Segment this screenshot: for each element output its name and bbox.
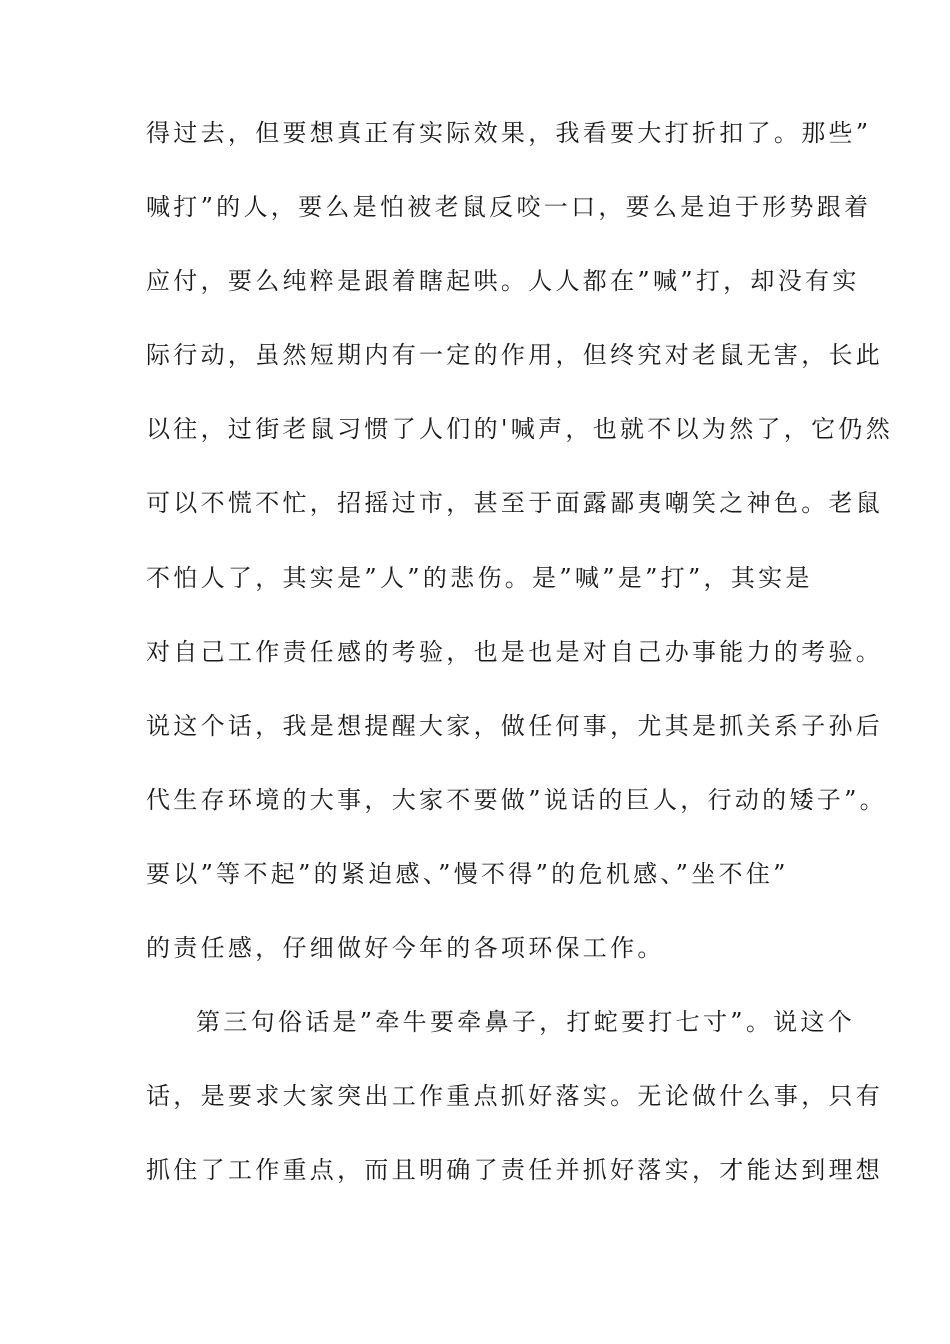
- text-line-2: 喊打”的人，要么是怕被老鼠反咬一口，要么是迫于形势跟着: [146, 193, 872, 222]
- text-line-1: 得过去，但要想真正有实际效果，我看要大打折扣了。那些”: [146, 119, 872, 147]
- text-line-15: 抓住了工作重点，而且明确了责任并抓好落实，才能达到理想: [146, 1156, 884, 1185]
- paragraph-start-line: 第三句俗话是”牵牛要牵鼻子，打蛇要打七寸”。说这个: [196, 1008, 856, 1037]
- text-line-10: 代生存环境的大事，大家不要做”说话的巨人，行动的矮子”。: [146, 785, 887, 814]
- text-line-3: 应付，要么纯粹是跟着瞎起哄。人人都在”喊”打，却没有实: [146, 267, 860, 296]
- text-line-11: 要以”等不起”的紧迫感、”慢不得”的危机感、”坐不住”: [146, 859, 789, 888]
- text-line-7: 不怕人了，其实是”人”的悲伤。是”喊”是”打”，其实是: [146, 563, 813, 592]
- text-line-5: 以往，过街老鼠习惯了人们的'喊声，也就不以为然了，它仍然: [146, 415, 893, 444]
- text-line-12: 的责任感，仔细做好今年的各项环保工作。: [146, 934, 665, 963]
- text-line-4: 际行动，虽然短期内有一定的作用，但终究对老鼠无害，长此: [146, 341, 884, 370]
- text-line-14: 话，是要求大家突出工作重点抓好落实。无论做什么事，只有: [146, 1082, 884, 1111]
- text-line-8: 对自己工作责任感的考验，也是也是对自己办事能力的考验。: [146, 637, 884, 666]
- text-line-6: 可以不慌不忙，招摇过市，甚至于面露鄙夷嘲笑之神色。老鼠: [146, 489, 884, 518]
- text-line-9: 说这个话，我是想提醒大家，做任何事，尤其是抓关系子孙后: [146, 711, 884, 740]
- body-text: [146, 108, 893, 1219]
